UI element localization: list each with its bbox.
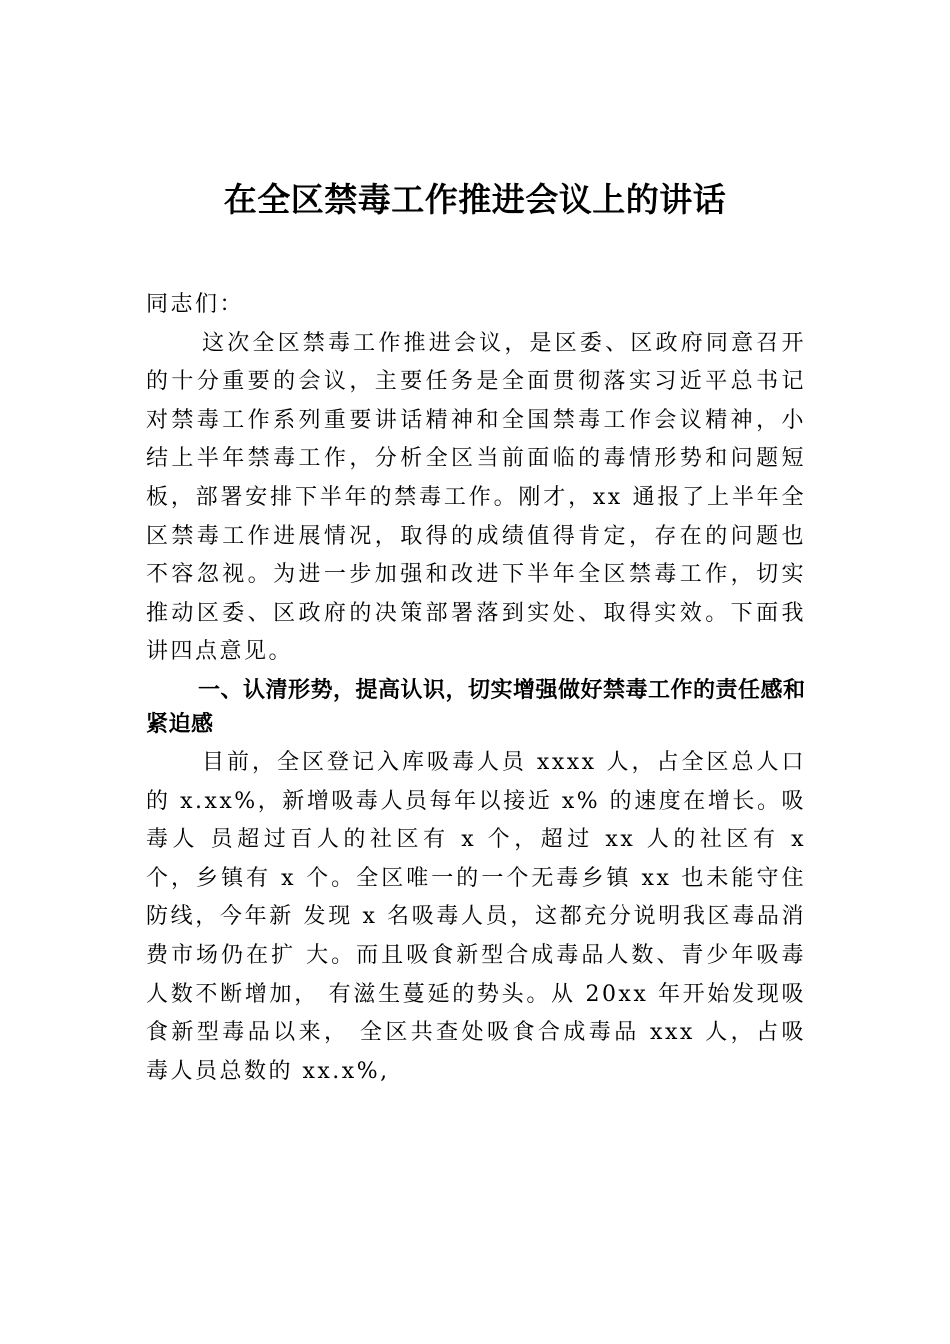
section-heading: 一、认清形势，提高认识，切实增强做好禁毒工作的责任感和紧迫感 — [146, 677, 806, 737]
paragraph-situation: 目前，全区登记入库吸毒人员 xxxx 人，占全区总人口的 x.xx%，新增吸毒人员每年以接近 x% 的速度在增长。吸毒人 员超过百人的社区有 x 个，超过 xx 人的社区有 x 个，乡镇有 x 个。全区唯一的一个无毒乡镇 xx 也未能守住防线，今年新 发现 x 名吸毒人员，这都充分说明我区毒品消费市场仍在扩 大。而且吸食新型合成毒品人数、青少年吸毒人数不断增加， 有滋生蔓延的势头。从 20xx 年开始发现吸食新型毒品以来， 全区共查处吸食合成毒品 xxx 人，占吸毒人员总数的 xx.x%, — [146, 749, 806, 1084]
paragraph-opening: 这次全区禁毒工作推进会议，是区委、区政府同意召开的十分重要的会议，主要任务是全面贯彻落实习近平总书记对禁毒工作系列重要讲话精神和全国禁毒工作会议精神，小结上半年禁毒工作，分析全区当前面临的毒情形势和问题短板，部署安排下半年的禁毒工作。刚才，xx 通报了上半年全 区禁毒工作进展情况，取得的成绩值得肯定，存在的问题也 不容忽视。为进一步加强和改进下半年全区禁毒工作，切实 推动区委、区政府的决策部署落到实处、取得实效。下面我 讲四点意见。 — [146, 330, 806, 665]
salutation: 同志们： — [146, 292, 245, 317]
document-title: 在全区禁毒工作推进会议上的讲话 — [223, 180, 727, 219]
document-body — [146, 286, 806, 1091]
